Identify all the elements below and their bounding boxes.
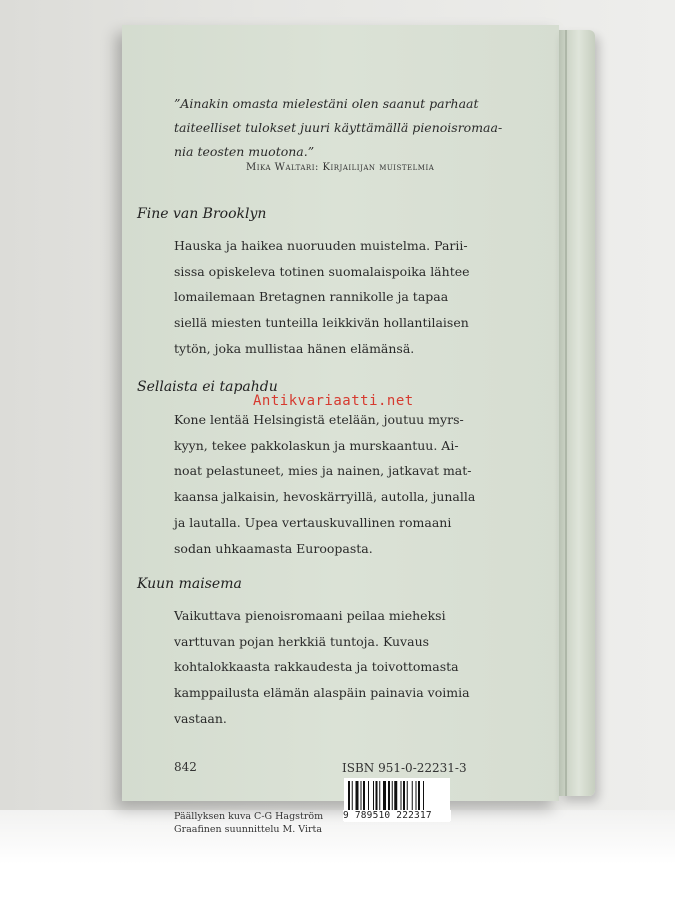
quote-attribution: Mika Waltari: Kirjailijan muistelmia xyxy=(246,162,435,173)
body-line: siellä miesten tunteilla leikkivän hollantilaisen xyxy=(174,315,469,331)
table-surface xyxy=(0,810,675,900)
credit-line: Graafinen suunnittelu M. Virta xyxy=(174,824,323,835)
body-line: noat pelastuneet, mies ja nainen, jatkavat mat- xyxy=(174,463,472,479)
body-line: kohtalokkaasta rakkaudesta ja toivottomasta xyxy=(174,659,459,675)
book-spine xyxy=(559,30,595,796)
section-title-sellaista-ei-tapahdu: Sellaista ei tapahdu xyxy=(137,379,278,395)
section-body-sellaista-ei-tapahdu xyxy=(174,407,475,561)
body-line: kyyn, tekee pakkolaskun ja murskaantuu. Ai- xyxy=(174,437,459,453)
spine-ridge xyxy=(565,30,567,796)
body-line: ja lautalla. Upea vertauskuvallinen romaani xyxy=(174,514,452,530)
body-line: Vaikuttava pienoisromaani peilaa mieheksi xyxy=(174,608,446,623)
body-line: kaansa jalkaisin, hevoskärryillä, autolla, junalla xyxy=(174,489,476,505)
quote-block xyxy=(174,92,503,164)
barcode-digits: 9 789510 222317 xyxy=(343,810,451,821)
section-title-kuun-maisema: Kuun maisema xyxy=(137,576,242,592)
section-body-fine-van-brooklyn xyxy=(174,233,470,362)
quote-line: ”Ainakin omasta mielestäni olen saanut parhaat xyxy=(174,96,479,111)
body-line: sissa opiskeleva totinen suomalaispoika lähtee xyxy=(174,263,470,279)
cover-credits xyxy=(174,810,323,836)
body-line: kamppailusta elämän alaspäin painavia voimia xyxy=(174,685,470,701)
body-line: tytön, joka mullistaa hänen elämänsä. xyxy=(174,340,415,356)
body-line: Kone lentää Helsingistä etelään, joutuu myrs- xyxy=(174,412,464,427)
section-body-kuun-maisema xyxy=(174,603,470,732)
credit-line: Päällyksen kuva C-G Hagström xyxy=(174,811,324,822)
watermark-text: Antikvariaatti.net xyxy=(253,393,414,409)
book-number: 842 xyxy=(174,760,197,774)
body-line: Hauska ja haikea nuoruuden muistelma. Parii- xyxy=(174,238,468,253)
body-line: varttuvan pojan herkkiä tuntoja. Kuvaus xyxy=(174,633,430,649)
isbn-text: ISBN 951-0-22231-3 xyxy=(342,761,467,775)
body-line: sodan uhkaamasta Euroopasta. xyxy=(174,540,373,556)
quote-line: nia teosten muotona.” xyxy=(174,144,315,159)
body-line: lomailemaan Bretagnen rannikolle ja tapaa xyxy=(174,289,449,305)
quote-line: taiteelliset tulokset juuri käyttämällä pienoisromaa- xyxy=(174,120,503,135)
section-title-fine-van-brooklyn: Fine van Brooklyn xyxy=(137,206,267,222)
body-line: vastaan. xyxy=(174,710,227,726)
